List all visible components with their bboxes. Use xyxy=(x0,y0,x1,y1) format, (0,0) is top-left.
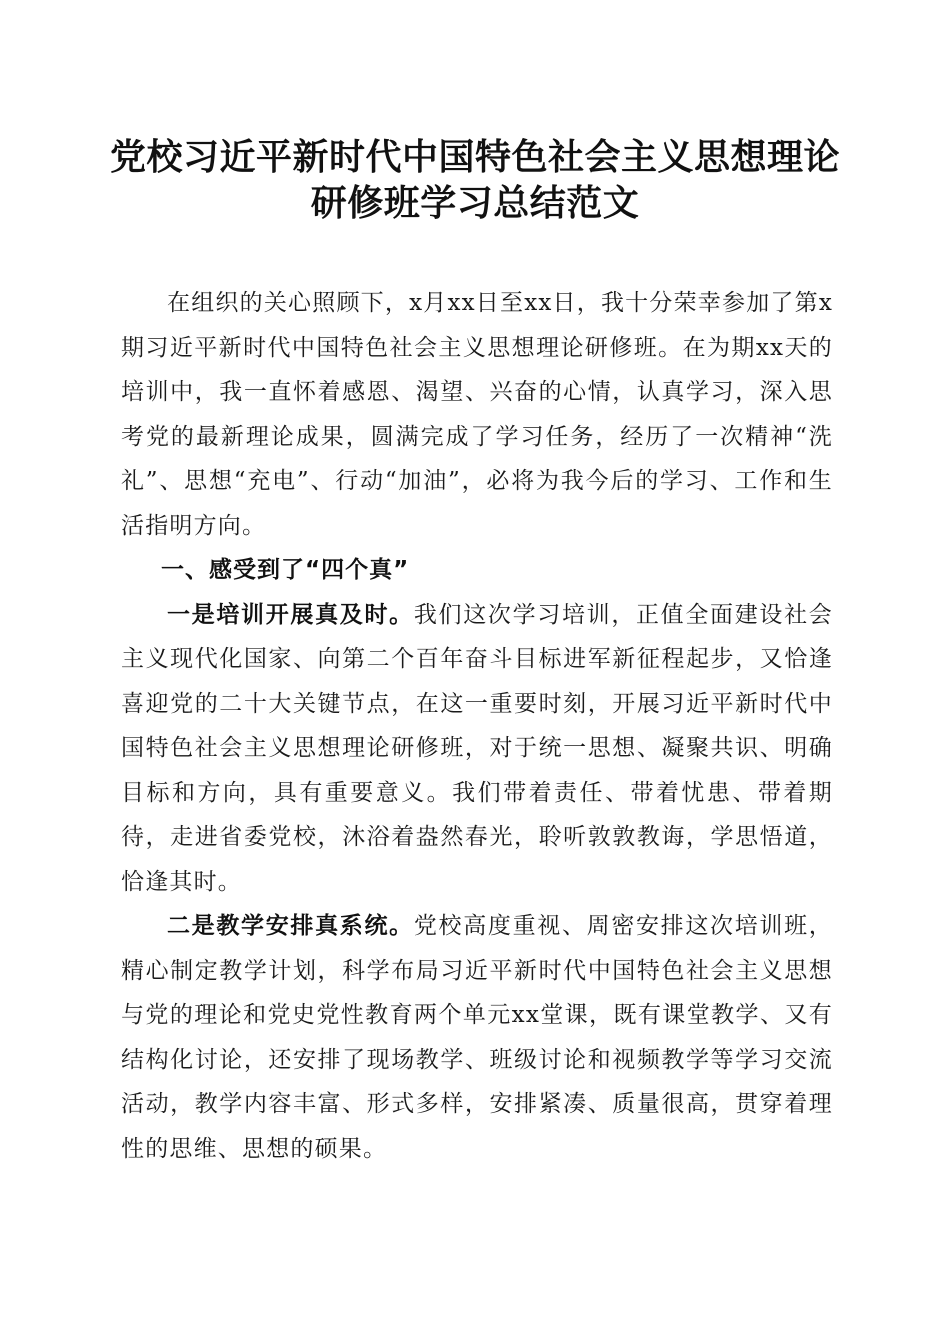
paragraph-lead: 二是教学安排真系统。 xyxy=(167,912,414,939)
document-body xyxy=(121,281,833,1171)
paragraph-point-2 xyxy=(121,904,833,1171)
paragraph-lead: 一是培训开展真及时。 xyxy=(167,600,414,628)
paragraph-text: 我们这次学习培训，正值全面建设社会主义现代化国家、向第二个百年奋斗目标进军新征程起步，又恰逢喜迎党的二十大关键节点，在这一重要时刻，开展习近平新时代中国特色社会主义思想理论研修班，对于统一思想、凝聚共识、明确目标和方向，具有重要意义。我们带着责任、带着忧患、带着期待，走进省委党校，沐浴着盎然春光，聆听敦敦教诲，学思悟道，恰逢其时。 xyxy=(121,601,833,895)
document-title xyxy=(100,134,850,226)
paragraph-point-1 xyxy=(121,593,833,905)
title-line-2: 研修班学习总结范文 xyxy=(310,182,640,224)
title-line-1: 党校习近平新时代中国特色社会主义思想理论 xyxy=(109,136,840,178)
section-heading: 一、感受到了“四个真” xyxy=(161,557,410,583)
intro-paragraph: 在组织的关心照顾下，x月xx日至xx日，我十分荣幸参加了第x期习近平新时代中国特色社会主义思想理论研修班。在为期xx天的培训中，我一直怀着感恩、渴望、兴奋的心情，认真学习，深入思考党的最新理论成果，圆满完成了学习任务，经历了一次精神“洗礼”、思想“充电”、行动“加油”，必将为我今后的学习、工作和生活指明方向。 xyxy=(121,290,833,539)
paragraph-text: 党校高度重视、周密安排这次培训班，精心制定教学计划，科学布局习近平新时代中国特色社会主义思想与党的理论和党史党性教育两个单元xx堂课，既有课堂教学、又有结构化讨论，还安排了现场教学、班级讨论和视频教学等学习交流活动，教学内容丰富、形式多样，安排紧凑、质量很高，贯穿着理性的思维、思想的硕果。 xyxy=(121,913,833,1162)
